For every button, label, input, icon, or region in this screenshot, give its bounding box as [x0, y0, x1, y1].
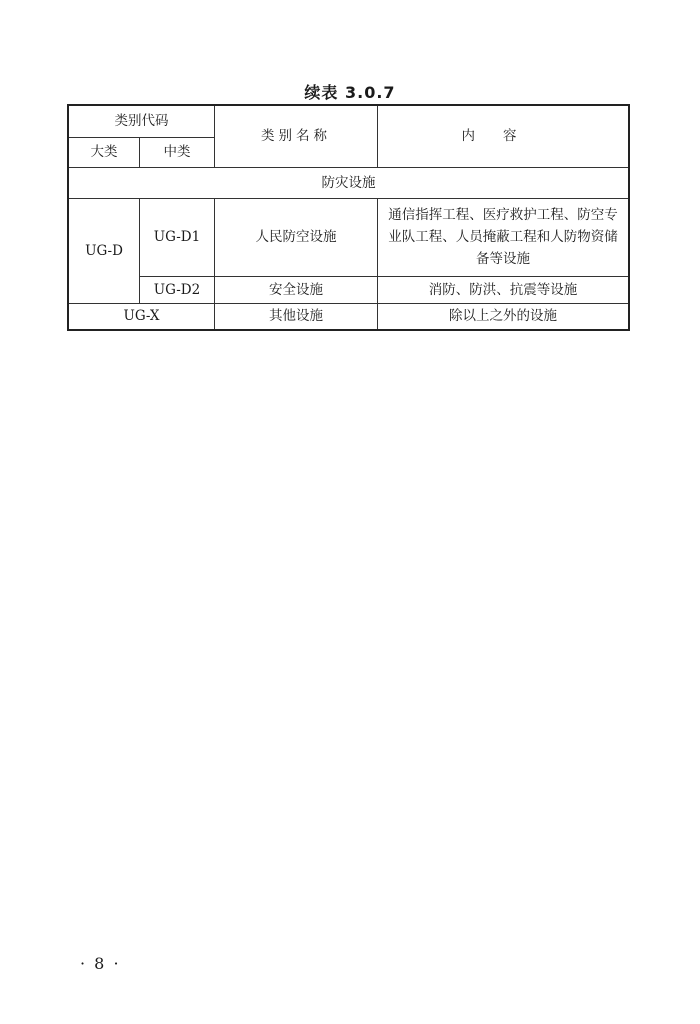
cell-minor: UG-D1 — [140, 198, 215, 276]
cell-content: 通信指挥工程、医疗救护工程、防空专业队工程、人员掩蔽工程和人防物资储备等设施 — [378, 198, 630, 276]
table-row — [68, 198, 629, 276]
cell-minor: UG-D2 — [140, 276, 215, 303]
classification-table — [67, 104, 630, 331]
header-major: 大类 — [68, 137, 140, 167]
cell-name: 安全设施 — [215, 276, 378, 303]
header-name: 类别名称 — [215, 105, 378, 167]
cell-content: 除以上之外的设施 — [378, 303, 630, 330]
page-number: · 8 · — [80, 954, 121, 973]
table-row — [68, 303, 629, 330]
header-minor: 中类 — [140, 137, 215, 167]
table-header-row — [68, 105, 629, 137]
cell-content: 消防、防洪、抗震等设施 — [378, 276, 630, 303]
cell-name: 人民防空设施 — [215, 198, 378, 276]
header-content: 内容 — [378, 105, 630, 167]
cell-name: 其他设施 — [215, 303, 378, 330]
header-code-group: 类别代码 — [68, 105, 215, 137]
cell-major: UG-D — [68, 198, 140, 303]
table-row — [68, 276, 629, 303]
section-row — [68, 167, 629, 198]
table-caption: 续表 3.0.7 — [304, 83, 396, 102]
section-title: 防灾设施 — [68, 167, 629, 198]
cell-major: UG-X — [68, 303, 215, 330]
